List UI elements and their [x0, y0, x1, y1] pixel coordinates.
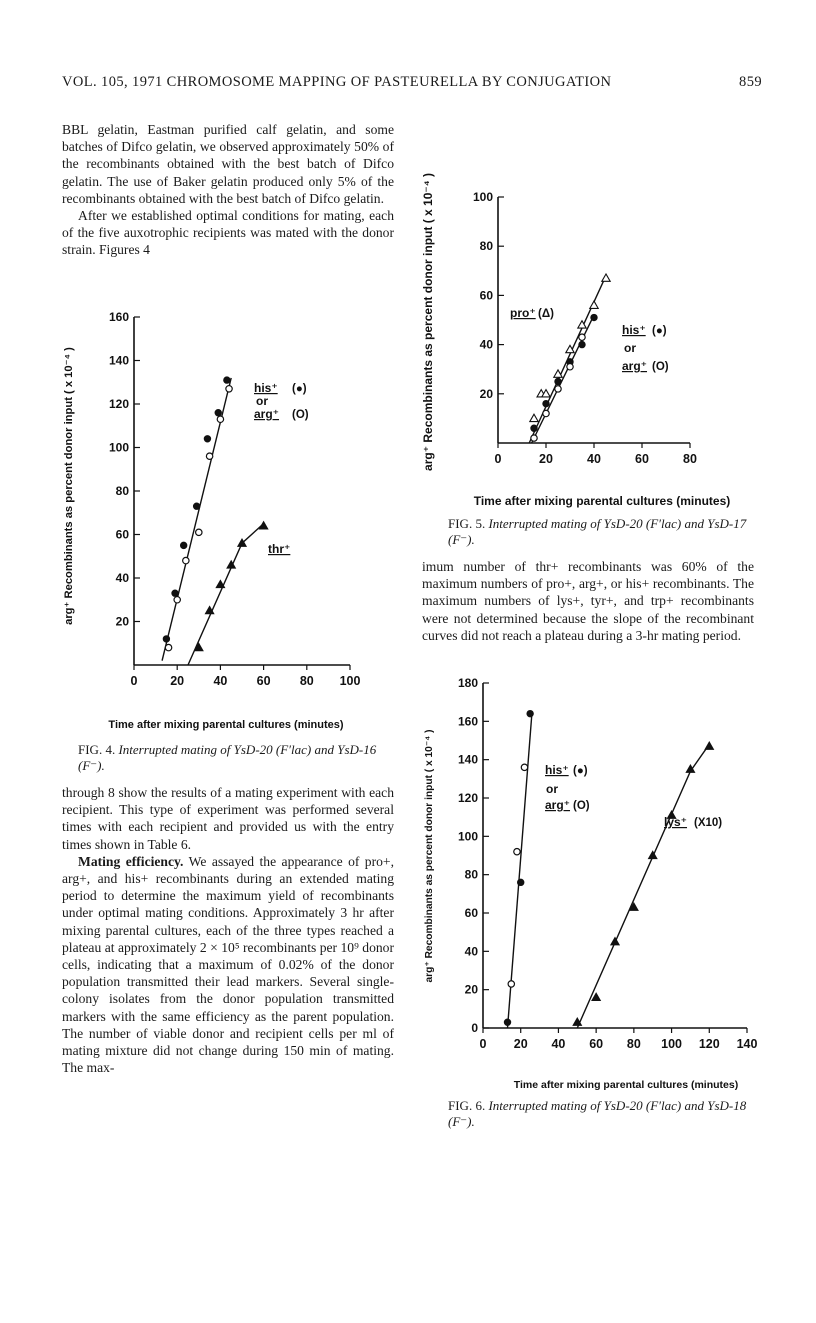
- figure-5-caption: [448, 516, 758, 548]
- data-point-filled-circle: [531, 425, 537, 431]
- x-tick-label: 120: [698, 1037, 720, 1051]
- x-tick-label: 60: [635, 452, 649, 466]
- text-block-bottom-left: [62, 784, 394, 1076]
- legend-symbol: (Δ): [538, 308, 554, 320]
- fit-line: [577, 744, 709, 1028]
- x-tick-label: 60: [589, 1037, 604, 1051]
- running-header: [62, 74, 762, 96]
- legend-label: his⁺: [622, 323, 646, 337]
- figure-5-plot: [421, 173, 730, 508]
- y-tick-label: 100: [457, 829, 478, 844]
- data-point-filled-circle: [504, 1019, 510, 1025]
- x-tick-label: 80: [683, 452, 697, 466]
- legend-label: his⁺: [545, 763, 569, 777]
- data-point-open-circle: [555, 386, 561, 392]
- y-tick-label: 120: [457, 791, 478, 805]
- data-point-filled-circle: [193, 503, 199, 509]
- y-tick-label: 0: [471, 1021, 478, 1035]
- data-point-open-circle: [226, 386, 232, 392]
- data-point-open-circle: [567, 364, 573, 370]
- paragraph: We assayed the appearance of pro+, arg+, and his+ recombinants during an extended mating period to determine the maximum yield of recombinants under optimal mating conditions. Approximately 3 hr after mixing parental cultures, each of the three types reached a plateau at approximately 2 × 10⁵ recombinants per 10⁹ donor cells, indicating that a maximum of 0.02% of the donor population transmitted their lead markers. Several single-colony isolates from the donor population transmitted markers with the same efficiency as the parent population. The number of viable donor and recipient cells per ml of mating mixture did not change during 150 min of mating. The max-: [62, 853, 394, 1076]
- figure-6-caption: [448, 1098, 758, 1130]
- data-point-open-circle: [174, 597, 180, 603]
- paragraph: After we established optimal conditions for mating, each of the five auxotrophic recipients was mated with the donor strain. Figures 4: [62, 208, 394, 258]
- data-point-filled-triangle: [649, 851, 657, 858]
- legend-label: arg⁺: [545, 798, 571, 812]
- legend-label: lys⁺: [664, 815, 688, 829]
- data-point-filled-circle: [172, 590, 178, 596]
- y-tick-label: 80: [115, 484, 129, 498]
- x-axis-label: Time after mixing parental cultures (minutes): [473, 494, 731, 508]
- legend-label: arg⁺: [254, 407, 280, 421]
- x-axis-label: Time after mixing parental cultures (minutes): [513, 1079, 739, 1091]
- legend-symbol: (●): [652, 325, 667, 337]
- y-tick-label: 80: [479, 239, 493, 254]
- x-tick-label: 100: [339, 674, 361, 688]
- data-point-filled-triangle: [259, 522, 267, 529]
- figure-caption-text: Interrupted mating of YsD-20 (F′lac) and YsD-16 (F⁻).: [78, 742, 377, 773]
- legend-symbol: (●): [292, 383, 307, 395]
- y-tick-label: 180: [457, 676, 478, 690]
- x-tick-label: 60: [256, 674, 271, 688]
- figure-label: FIG. 4.: [78, 742, 116, 757]
- legend-symbol: (O): [573, 800, 590, 812]
- header-title: VOL. 105, 1971 CHROMOSOME MAPPING OF PASTEURELLA BY CONJUGATION: [62, 74, 612, 90]
- data-point-open-triangle: [590, 301, 598, 308]
- y-tick-label: 20: [479, 386, 493, 401]
- fit-line: [532, 315, 594, 443]
- x-tick-label: 40: [551, 1037, 566, 1051]
- data-point-open-circle: [543, 410, 549, 416]
- text-block-right: [422, 558, 754, 644]
- data-point-open-circle: [217, 416, 223, 422]
- figure-label: FIG. 6.: [448, 1098, 486, 1113]
- data-point-open-circle: [196, 529, 202, 535]
- figure-5-chart: [418, 112, 768, 512]
- y-tick-label: 140: [457, 752, 478, 767]
- figure-caption-text: Interrupted mating of YsD-20 (F′lac) and YsD-18 (F⁻).: [448, 1098, 747, 1129]
- text-block-top-left: [62, 121, 394, 259]
- data-point-filled-circle: [180, 542, 186, 548]
- y-tick-label: 40: [479, 337, 493, 352]
- legend-label: or: [256, 394, 268, 408]
- y-axis-label: arg⁺ Recombinants as percent donor input ( x 10⁻⁴ ): [424, 729, 435, 983]
- data-point-open-circle: [165, 644, 171, 650]
- figure-4-chart: [58, 306, 398, 736]
- y-tick-label: 80: [464, 867, 478, 882]
- figure-4-plot: [63, 310, 360, 731]
- y-tick-label: 160: [108, 310, 129, 324]
- data-point-filled-circle: [591, 314, 597, 320]
- x-tick-label: 0: [130, 674, 138, 688]
- y-tick-label: 140: [108, 353, 129, 368]
- y-axis-label: arg⁺ Recombinants as percent donor input ( x 10⁻⁴ ): [421, 173, 435, 471]
- figure-4-caption: [78, 742, 388, 774]
- legend-symbol: (O): [292, 409, 309, 421]
- legend-label: or: [624, 341, 636, 355]
- x-tick-label: 80: [299, 674, 314, 688]
- y-tick-label: 20: [464, 982, 478, 997]
- x-tick-label: 40: [213, 674, 228, 688]
- figure-caption-text: Interrupted mating of YsD-20 (F′lac) and YsD-17 (F⁻).: [448, 516, 747, 547]
- paragraph: imum number of thr+ recombinants was 60% of the maximum numbers of pro+, arg+, or his+ recombinants. The maximum numbers of lys+, tyr+, and trp+ recombinants were not determined because the slope of the recombinant curves did not reach a plateau during a 3-hr mating period.: [422, 559, 754, 643]
- data-point-filled-circle: [518, 879, 524, 885]
- x-tick-label: 0: [494, 452, 502, 466]
- section-heading: Mating efficiency.: [78, 853, 184, 869]
- legend-label: pro⁺: [510, 306, 536, 320]
- data-point-filled-circle: [163, 636, 169, 642]
- data-point-filled-circle: [215, 410, 221, 416]
- data-point-open-circle: [508, 981, 514, 987]
- data-point-open-circle: [206, 453, 212, 459]
- legend-symbol: (●): [573, 765, 588, 777]
- y-tick-label: 40: [115, 571, 129, 585]
- data-point-open-circle: [531, 435, 537, 441]
- paragraph: BBL gelatin, Eastman purified calf gelatin, and some batches of Difco gelatin, we observed approximately 50% of the recombinants obtained with the best batch of Difco gelatin. The use of Baker gelatin produced only 5% of the recombinants obtained with the best batch of Difco gelatin.: [62, 122, 394, 206]
- data-point-filled-circle: [579, 341, 585, 347]
- x-tick-label: 20: [170, 674, 185, 688]
- figure-label: FIG. 5.: [448, 516, 486, 531]
- y-tick-label: 60: [464, 906, 478, 920]
- paragraph: through 8 show the results of a mating experiment with each recipient. This type of experiment was performed several times with each recipient and provided us with the entry times shown in Table 6.: [62, 785, 394, 852]
- y-tick-label: 160: [457, 714, 478, 729]
- y-tick-label: 20: [115, 614, 129, 629]
- legend-label: his⁺: [254, 381, 278, 395]
- data-point-filled-circle: [527, 710, 533, 716]
- y-tick-label: 100: [108, 440, 129, 455]
- data-point-open-circle: [521, 764, 527, 770]
- data-point-filled-circle: [543, 400, 549, 406]
- x-tick-label: 100: [661, 1037, 683, 1051]
- y-tick-label: 60: [479, 288, 493, 303]
- y-tick-label: 60: [115, 527, 129, 542]
- x-tick-label: 20: [513, 1037, 528, 1051]
- x-axis-label: Time after mixing parental cultures (minutes): [108, 719, 344, 731]
- x-tick-label: 0: [479, 1037, 487, 1051]
- data-point-filled-circle: [204, 436, 210, 442]
- figure-6-plot: [424, 676, 757, 1091]
- y-axis-label: arg⁺ Recombinants as percent donor input ( x 10⁻⁴ ): [63, 347, 75, 625]
- data-point-open-triangle: [530, 414, 538, 421]
- data-point-filled-triangle: [705, 742, 713, 749]
- x-tick-label: 140: [736, 1037, 758, 1051]
- data-point-filled-circle: [555, 378, 561, 384]
- x-tick-label: 20: [539, 452, 553, 466]
- y-tick-label: 120: [108, 397, 129, 411]
- data-point-open-circle: [579, 334, 585, 340]
- legend-label: thr⁺: [268, 542, 291, 556]
- x-tick-label: 40: [587, 452, 601, 466]
- data-point-filled-triangle: [611, 938, 619, 945]
- page-number: 859: [739, 74, 762, 90]
- data-point-open-triangle: [602, 274, 610, 281]
- data-point-open-circle: [183, 557, 189, 563]
- x-tick-label: 80: [626, 1037, 641, 1051]
- data-point-open-circle: [514, 848, 520, 854]
- legend-label: or: [546, 782, 558, 796]
- data-point-filled-circle: [224, 377, 230, 383]
- legend-symbol: (O): [652, 361, 669, 373]
- data-point-filled-triangle: [592, 993, 600, 1000]
- y-tick-label: 100: [472, 190, 493, 204]
- legend-symbol: (X10): [694, 817, 723, 829]
- y-tick-label: 40: [464, 944, 478, 959]
- figure-6-chart: [418, 676, 768, 1096]
- legend-label: arg⁺: [622, 359, 648, 373]
